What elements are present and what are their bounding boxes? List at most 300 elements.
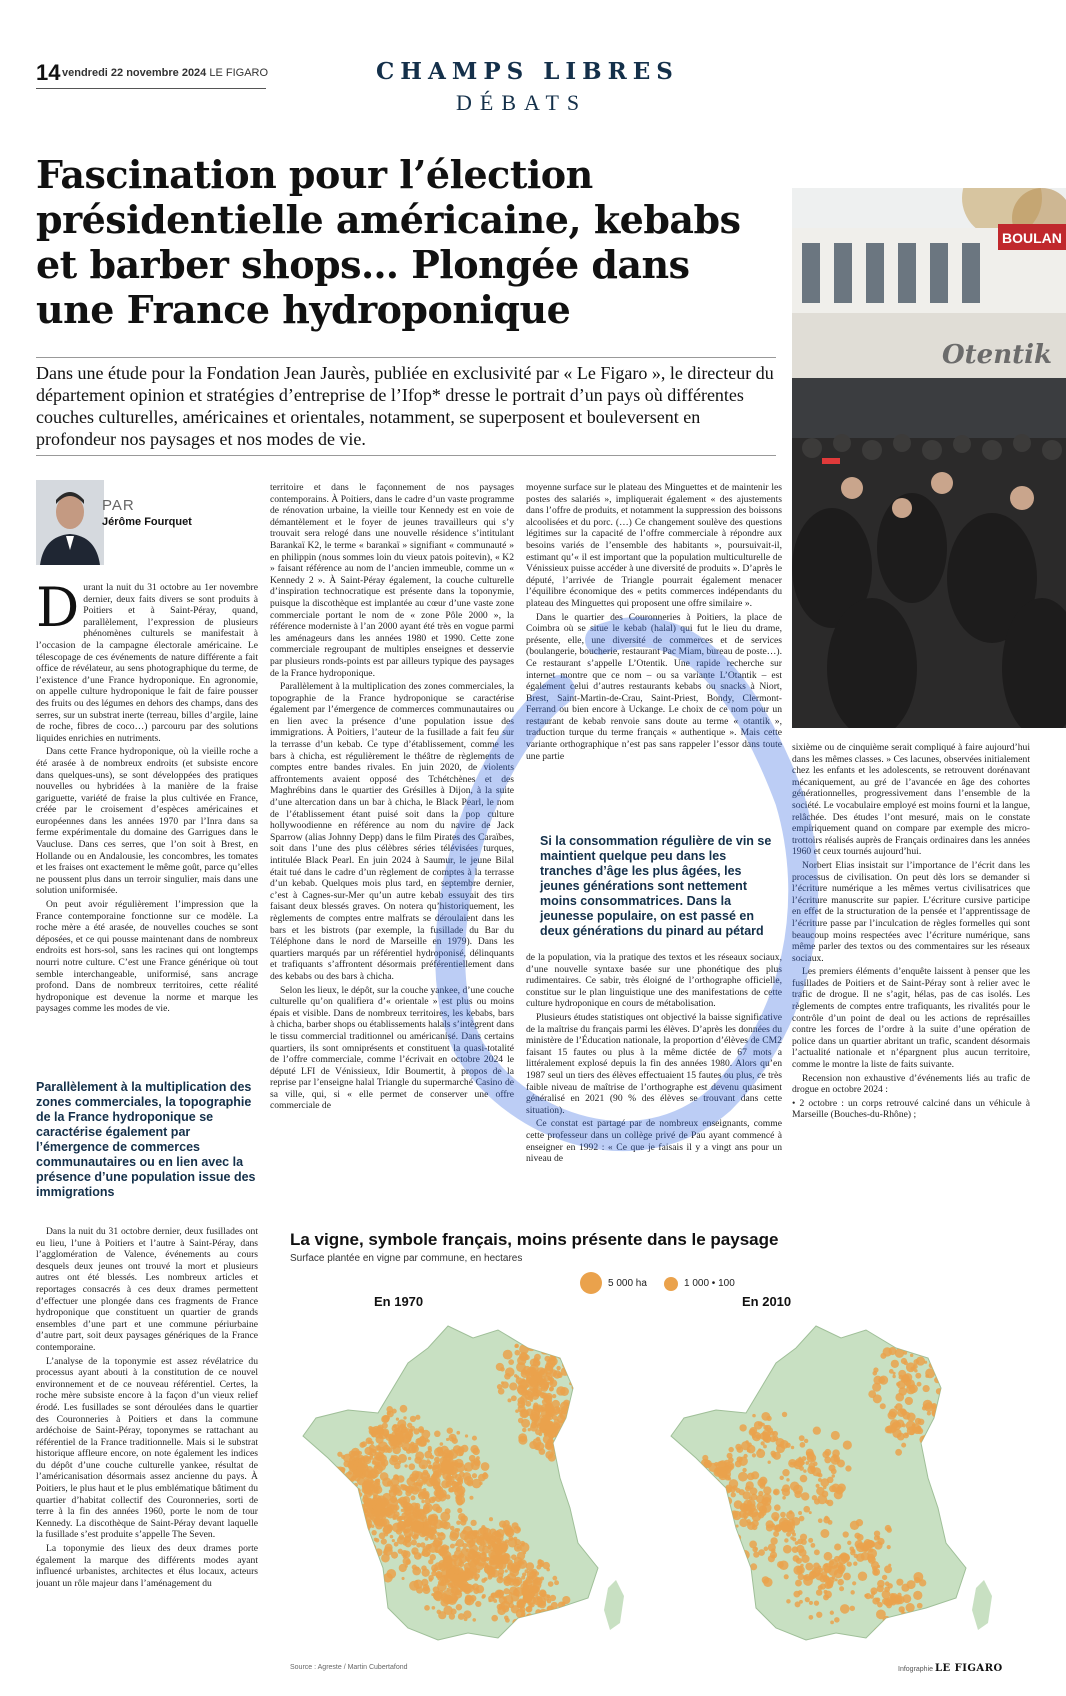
vine-dot (537, 1616, 542, 1621)
paragraph: Selon les lieux, le dépôt, sur la couche yankee, d’une couche culturelle qu’on qualifiera d’« orientale » est plus ou moins épais et visible. Dans de nombreux territoires, les kebabs, bars à chicha, barber shops ou établissements halals s’intègrent dans le tissu commercial traditionnel ou américanisé. Dans certains quartiers, ils sont omniprésents et constituent la quasi-totalité de l’offre commerciale, comme l’écrivait en octobre 2024 le député LFI de Vénissieux, Idir Boumertit, à propos de la reprise par l’enseigne halal Triangle du supermarché Casino de sa ville, qui, si « elle permet de conserver une offre commerciale de (270, 984, 514, 1112)
vine-dot (758, 1448, 761, 1451)
vine-dot (937, 1425, 940, 1428)
paragraph: Les premiers éléments d’enquête laissent à penser que les fusillades de Poitiers et de Saint-Péray sont à relier avec le trafic de drogue. Il ne s’agit, hélas, pas de cas isolés. Les règlements de comptes entre trafiquants, les rivalités pour le contrôle d’un point de deal ou les actions de représailles contre les forces de l’ordre à la suite d’une opération de police dans un quartier abritant un trafic, scandent désormais l’actualité nationale et n’épargnent plus aucun territoire, comme le montre la liste de faits suivante. (792, 966, 1030, 1071)
paper-name: LE FIGARO (209, 67, 269, 79)
vine-dot (568, 1419, 578, 1429)
vine-dot (459, 1472, 465, 1478)
vine-dot (470, 1520, 476, 1526)
vine-dot (552, 1576, 557, 1581)
vine-dot (550, 1377, 555, 1382)
vine-dot (525, 1401, 531, 1407)
vine-dot (514, 1557, 523, 1566)
vine-dot (891, 1360, 899, 1368)
vine-dot (548, 1454, 556, 1462)
vine-dot (522, 1597, 526, 1601)
vine-dot (433, 1519, 443, 1529)
vine-dot (369, 1544, 375, 1550)
vine-dot (399, 1564, 407, 1572)
vine-dot (519, 1352, 528, 1361)
vine-dot (731, 1492, 736, 1497)
vine-dot (503, 1350, 513, 1360)
vine-dot (358, 1527, 364, 1533)
vine-dot (909, 1623, 918, 1632)
vine-dot (727, 1453, 733, 1459)
vine-dot (496, 1363, 504, 1371)
vine-dot (923, 1385, 930, 1392)
vine-dot (743, 1506, 746, 1509)
vine-dot (748, 1522, 752, 1526)
vine-dot (762, 1493, 771, 1502)
vine-dot (826, 1582, 833, 1589)
vine-dot (469, 1549, 475, 1555)
vine-dot (348, 1489, 352, 1493)
vine-dot (432, 1504, 440, 1512)
vine-dot (461, 1445, 469, 1453)
vine-dot (773, 1531, 779, 1537)
paragraph-text: urant la nuit du 31 octobre au 1er novembre dernier, deux faits divers se sont produits à Poitiers et à Saint-Péray, quand, parallèlement, l’expression de plusieurs phénomènes culturels se manifestait à l’occasion de la campagne électorale américaine. Le télescopage de ces événements de nature différente a fait office de révélateur, au sens photographique du terme, de l’existence d’une France hydroponique. En agronomie, on appelle culture hydroponique le fait de faire pousser des fruits ou des légumes en dehors des champs, dans des serres, sur un substrat inerte (terreau, billes d’argile, laine de roche, fibres de coco…) parcouru par des solutions liquides enrichies en nutriments. (36, 582, 258, 744)
vine-dot (415, 1451, 424, 1460)
vine-dot (557, 1450, 562, 1455)
column-3 (526, 482, 782, 814)
vine-dot (484, 1577, 488, 1581)
vine-dot (405, 1559, 410, 1564)
vine-dot (465, 1584, 474, 1593)
vine-dot (411, 1539, 417, 1545)
vine-dot (482, 1594, 486, 1598)
vine-dot (849, 1547, 854, 1552)
paragraph: On peut avoir régulièrement l’impression que la France contemporaine fonctionne sur ce modèle. La roche mère a été arasée, de nouvelles couches se sont déposées, et ce qui pousse maintenant dans de nombreux endroits est hors-sol, sans les racines qui ont longtemps nourri notre culture. C’est une France générique où tout semble interchangeable, uniformisé, sans ancrage profond. Dans de nombreux territoires, cette réalité hydroponique est devenue la norme et marque les paysages comme les modes de vie. (36, 899, 258, 1015)
vine-dot (783, 1545, 792, 1554)
vine-dot (790, 1481, 799, 1490)
vine-dot (728, 1447, 733, 1452)
vine-dot (781, 1489, 784, 1492)
vine-dot (403, 1541, 408, 1546)
vine-dot (399, 1534, 405, 1540)
vine-dot (831, 1484, 840, 1493)
vine-dot (552, 1415, 557, 1420)
vine-dot (537, 1620, 544, 1627)
paragraph: La toponymie des lieux des deux drames porte également la marque des différents modes ayant influencé urbanistes, architectes et élus locaux, acteurs jouant un rôle majeur dans l’aménagement du (36, 1543, 258, 1589)
vine-dot (528, 1630, 537, 1639)
vine-dot (354, 1483, 358, 1487)
vine-dot (375, 1519, 383, 1527)
vine-dot (458, 1479, 463, 1484)
vine-dot (349, 1450, 356, 1457)
vine-dot (407, 1423, 412, 1428)
vine-dot (526, 1375, 536, 1385)
vine-dot (884, 1565, 892, 1573)
pull-quote: Si la consommation régulière de vin se maintient quelque peu dans les tranches d’âge les plus âgées, les jeunes générations sont nettement moins consommatrices. Dans la jeunesse populaire, on est passé en deux générations du pinard au pétard (540, 834, 772, 938)
vine-dot (569, 1426, 576, 1433)
vine-dot (571, 1381, 578, 1388)
vine-dot (735, 1460, 742, 1467)
vine-dot (431, 1571, 436, 1576)
vine-dot (787, 1519, 795, 1527)
legend-small-label: 1 000 • 100 (684, 1278, 735, 1289)
vine-dot (406, 1434, 412, 1440)
vine-dot (535, 1442, 544, 1451)
vine-dot (760, 1509, 767, 1516)
vine-dot (866, 1540, 874, 1548)
vine-dot (335, 1477, 342, 1484)
vine-dot (742, 1468, 746, 1472)
vine-dot (556, 1386, 565, 1395)
vine-dot (776, 1444, 785, 1453)
vine-dot (411, 1486, 419, 1494)
vine-dot (902, 1423, 906, 1427)
vine-dot (738, 1472, 748, 1482)
vine-dot (824, 1449, 831, 1456)
vine-dot (387, 1411, 391, 1415)
vine-dot (428, 1527, 436, 1535)
vine-dot (739, 1424, 746, 1431)
vine-dot (410, 1495, 415, 1500)
vine-dot (799, 1457, 802, 1460)
vine-dot (719, 1521, 727, 1529)
vine-dot (438, 1580, 444, 1586)
vine-dot (416, 1543, 421, 1548)
vine-dot (704, 1462, 707, 1465)
vine-dot (463, 1610, 471, 1618)
vine-dot (788, 1459, 797, 1468)
vine-dot (390, 1484, 397, 1491)
vine-dot (438, 1563, 443, 1568)
bakery-sign: BOULAN (1002, 230, 1062, 246)
vine-dot (903, 1361, 908, 1366)
credit-prefix: Infographie (898, 1666, 934, 1673)
vine-dot (441, 1480, 449, 1488)
vine-dot (526, 1619, 535, 1628)
vine-dot (372, 1460, 376, 1464)
vine-dot (564, 1359, 568, 1363)
vine-dot (835, 1578, 838, 1581)
vine-dot (748, 1508, 758, 1518)
vine-dot (546, 1372, 551, 1377)
author-name: Jérôme Fourquet (102, 516, 192, 528)
map-2010-label: En 2010 (742, 1294, 792, 1309)
vine-dot (353, 1466, 357, 1470)
vine-dot (564, 1353, 567, 1356)
vine-dot (358, 1458, 365, 1465)
vine-dot (886, 1603, 892, 1609)
vine-dot (882, 1575, 887, 1580)
legend-large-circle-icon (580, 1272, 602, 1294)
vine-dot (441, 1460, 450, 1469)
vine-dot (451, 1436, 454, 1439)
vine-dot (453, 1575, 457, 1579)
author-portrait-icon (36, 480, 104, 565)
vine-dot (564, 1433, 568, 1437)
vine-dot (515, 1350, 521, 1356)
vine-dot (353, 1514, 360, 1521)
vine-dot (799, 1549, 807, 1557)
vine-dot (870, 1587, 877, 1594)
vine-dot (537, 1375, 541, 1379)
vine-dot (402, 1577, 405, 1580)
vine-dot (525, 1569, 529, 1573)
vine-dot (469, 1496, 473, 1500)
vine-dot (561, 1346, 566, 1351)
vine-dot (403, 1447, 406, 1450)
vine-dot (557, 1450, 560, 1453)
vine-dot (877, 1565, 880, 1568)
vine-dot (547, 1595, 551, 1599)
vine-dot (713, 1503, 716, 1506)
vine-dot (794, 1491, 801, 1498)
vine-dot (730, 1529, 735, 1534)
vine-dot (472, 1618, 476, 1622)
vine-dot (850, 1606, 855, 1611)
vine-dot (432, 1540, 440, 1548)
vine-dot (723, 1526, 731, 1534)
vine-dot (456, 1539, 464, 1547)
vine-dot (518, 1433, 527, 1442)
vine-dot (549, 1621, 552, 1624)
vine-dot (396, 1418, 399, 1421)
vine-dot (902, 1410, 907, 1415)
vine-dot (505, 1570, 508, 1573)
vine-dot (811, 1567, 820, 1576)
vine-dot (796, 1558, 802, 1564)
paragraph: moyenne surface sur le plateau des Minguettes et de maintenir les postes des salariés », impliquerait également « des ajustements dans l’offre de produits, et notamment la suppression des boissons alcoolisées et du porc. (…) Ce changement soulève des questions légitimes sur la capacité de l’offre commerciale à répondre aux besoins variés de l’ensemble des habitants », poursuivait-il, estimant qu’« il est important que la population multiculturelle de Vénissieux puisse accéder à une diversité de produits ». D’après le député, l’arrivée de Triangle pourrait également menacer l’équilibre économique des « petits commerces indépendants du plateau des Minguettes qui proposent une offre similaire ». (526, 482, 782, 609)
vine-dot (431, 1593, 434, 1596)
vine-dot (400, 1405, 408, 1413)
vine-dot (348, 1491, 356, 1499)
vine-dot (368, 1559, 378, 1569)
vine-dot (834, 1617, 840, 1623)
vine-dot (456, 1604, 462, 1610)
vine-dot (403, 1416, 406, 1419)
vine-dot (392, 1539, 395, 1542)
vine-dot (780, 1512, 786, 1518)
paragraph: territoire et dans le façonnement de nos paysages contemporains. À Poitiers, dans le cadre d’un vaste programme de rénovation urbaine, la vieille tour Kennedy est en voie de démantèlement et le foyer de jeunes travailleurs qui s’y trouvait sera relogé dans une nouvelle résidence s’intitulant Barankaï K2, le terme « barankaï » signifiant « communauté » en philippin (nous sommes loin du vieux patois poitevin), « K2 » faisant référence au nom de l’ancien immeuble, comme un « Kennedy 2 ». À Saint-Péray également, la couche culturelle d’inspiration technocratique est présente dans la toponymie, puisque la discothèque est implantée au cœur d’une vaste zone commerciale portant le nom de « zone Pôle 2000 », la référence moderniste à l’an 2000 ayant été très en vogue parmi les aménageurs dans les années 1980 et 1990. Cette zone commerciale regroupant de multiples enseignes et desservie par plusieurs ronds-points est par ailleurs typique des paysages de la France hydroponique. (270, 482, 514, 679)
vine-dot (496, 1538, 502, 1544)
vine-dot (506, 1575, 510, 1579)
vine-dot (841, 1553, 850, 1562)
vine-dot (549, 1369, 557, 1377)
paragraph: Dans cette France hydroponique, où la vieille roche a été arasée à de nombreux endroits (et subsiste encore dans quelques-uns), se sont développées des pratiques nouvelles ou hybridées à la manière de la fraise gariguette, variété de fraise la plus cultivée en France, créée par le croisement d’espèces américaines et européennes dans les années 1970 par l’Inra dans sa ferme expérimentale du domaine des Garrigues dans le Vaucluse. Dans ces serres, que l’on soit à Brest, en Hollande ou en Andalousie, les concombres, les tomates et les fraises ont exactement le même goût, parce qu’elles ne poussent plus dans un terroir singulier, mais dans une solution uniformisée. (36, 746, 258, 897)
vine-dot (456, 1520, 460, 1524)
vine-dot (834, 1543, 841, 1550)
vine-dot (907, 1413, 916, 1422)
vine-dot (421, 1565, 426, 1570)
vine-dot (554, 1580, 559, 1585)
vine-dot (523, 1635, 527, 1639)
vine-dot (422, 1465, 426, 1469)
corsica-outline (604, 1580, 624, 1630)
vine-dot (874, 1531, 880, 1537)
vine-dot (912, 1424, 915, 1427)
vine-dot (810, 1543, 815, 1548)
vine-dot (405, 1507, 414, 1516)
vine-dot (475, 1562, 484, 1571)
vine-dot (895, 1618, 902, 1625)
vine-dot (875, 1597, 880, 1602)
vine-dot (799, 1516, 805, 1522)
vine-dot (512, 1619, 519, 1626)
vine-dot (521, 1402, 525, 1406)
vine-dot (771, 1453, 776, 1458)
vine-dot (572, 1384, 578, 1390)
vine-dot (495, 1556, 503, 1564)
vine-dot (342, 1477, 350, 1485)
vine-dot (539, 1589, 547, 1597)
vine-dot (373, 1508, 380, 1515)
vine-dot (458, 1513, 466, 1521)
vine-dot (393, 1474, 399, 1480)
vine-dot (717, 1468, 727, 1478)
vine-dot (400, 1484, 407, 1491)
vine-dot (812, 1467, 821, 1476)
subsection-title: DÉBATS (456, 90, 588, 115)
header-rule (36, 88, 266, 89)
vine-dot (905, 1397, 913, 1405)
vine-dot (447, 1427, 453, 1433)
vine-dot (740, 1550, 750, 1560)
vine-dot (442, 1521, 450, 1529)
vine-dot (541, 1384, 549, 1392)
vine-dot (520, 1542, 530, 1552)
vine-dot (470, 1445, 478, 1453)
vine-dot (554, 1412, 558, 1416)
vine-dot (348, 1517, 356, 1525)
vine-dot (503, 1524, 512, 1533)
vine-dot (481, 1462, 490, 1471)
vine-dot (419, 1439, 426, 1446)
vine-dot (456, 1431, 460, 1435)
vine-dot (545, 1624, 549, 1628)
vine-dot (925, 1619, 929, 1623)
vine-dot (545, 1442, 553, 1450)
vine-dot (510, 1627, 519, 1636)
vine-dot (447, 1474, 452, 1479)
vine-dot (381, 1415, 389, 1423)
vine-dot (421, 1500, 425, 1504)
vine-dot (896, 1382, 900, 1386)
date-text: vendredi 22 novembre 2024 (62, 67, 207, 79)
vine-dot (498, 1551, 502, 1555)
vine-dot (501, 1542, 508, 1549)
vine-dot (458, 1613, 465, 1620)
vine-dot (552, 1616, 557, 1621)
vine-dot (364, 1554, 373, 1563)
vine-dot (440, 1532, 444, 1536)
vine-dot (425, 1537, 429, 1541)
vine-dot (915, 1418, 921, 1424)
vine-dot (427, 1475, 430, 1478)
vine-dot (427, 1544, 432, 1549)
vine-dot (763, 1578, 772, 1587)
vine-dot (809, 1601, 813, 1605)
vine-dot (909, 1384, 918, 1393)
vine-dot (501, 1381, 508, 1388)
vine-dot (436, 1460, 439, 1463)
vine-dot (440, 1512, 450, 1522)
vine-dot (773, 1436, 779, 1442)
vine-dot (497, 1590, 505, 1598)
vine-dot (393, 1424, 397, 1428)
vine-dot (808, 1538, 813, 1543)
vine-dot (434, 1431, 441, 1438)
vine-dot (410, 1416, 416, 1422)
vine-dot (888, 1411, 897, 1420)
vine-dot (934, 1436, 938, 1440)
vine-dot (773, 1525, 778, 1530)
vine-dot (396, 1490, 402, 1496)
vine-dot (449, 1532, 458, 1541)
vine-dot (551, 1449, 557, 1455)
vine-dot (376, 1426, 384, 1434)
column-4 (792, 742, 1030, 1224)
vine-dot (818, 1478, 822, 1482)
vine-dot (522, 1428, 526, 1432)
vine-dot (424, 1451, 432, 1459)
vine-dot (418, 1494, 421, 1497)
map-1970-label: En 1970 (374, 1294, 424, 1309)
vine-dot (786, 1511, 795, 1520)
vine-dot (552, 1394, 556, 1398)
vine-dot (418, 1554, 421, 1557)
vine-dot (403, 1550, 411, 1558)
vine-dot (521, 1419, 530, 1428)
vine-dot (430, 1475, 435, 1480)
vine-dot (746, 1481, 754, 1489)
vine-dot (421, 1490, 430, 1499)
vine-dot (422, 1470, 428, 1476)
vine-dot (805, 1563, 813, 1571)
vine-dot (437, 1591, 441, 1595)
page-date (62, 67, 268, 79)
vine-dot (567, 1421, 576, 1430)
paragraph (36, 582, 258, 744)
vine-dot (357, 1477, 365, 1485)
vine-dot (556, 1440, 559, 1443)
vine-dot (434, 1516, 438, 1520)
vine-dot (527, 1367, 535, 1375)
vine-dot (827, 1500, 834, 1507)
vine-dot (921, 1617, 925, 1621)
vine-dot (414, 1579, 423, 1588)
vine-dot (386, 1447, 392, 1453)
vine-dot (532, 1389, 536, 1393)
vine-dot (708, 1463, 717, 1472)
vine-dot (749, 1427, 757, 1435)
vine-dot (894, 1406, 897, 1409)
vine-dot (887, 1545, 891, 1549)
restaurant-sign: Otentik (942, 340, 1053, 370)
vine-dot (572, 1414, 578, 1420)
vine-dot (464, 1462, 474, 1472)
vine-dot (847, 1541, 851, 1545)
vine-dot (472, 1436, 477, 1441)
vine-dot (917, 1603, 923, 1609)
vine-dot (772, 1555, 776, 1559)
vine-dot (534, 1627, 543, 1636)
vine-dot (459, 1571, 468, 1580)
vine-dot (819, 1575, 826, 1582)
vine-dot (519, 1615, 527, 1623)
vine-dot (410, 1524, 417, 1531)
vine-dot (801, 1492, 809, 1500)
vine-dot (809, 1511, 812, 1514)
vine-dot (901, 1443, 906, 1448)
vine-dot (714, 1502, 720, 1508)
vine-map-2010 (666, 1318, 1006, 1658)
vine-dot (422, 1481, 426, 1485)
vine-dot (910, 1354, 913, 1357)
vine-dot (763, 1425, 768, 1430)
vine-dot (551, 1602, 558, 1609)
